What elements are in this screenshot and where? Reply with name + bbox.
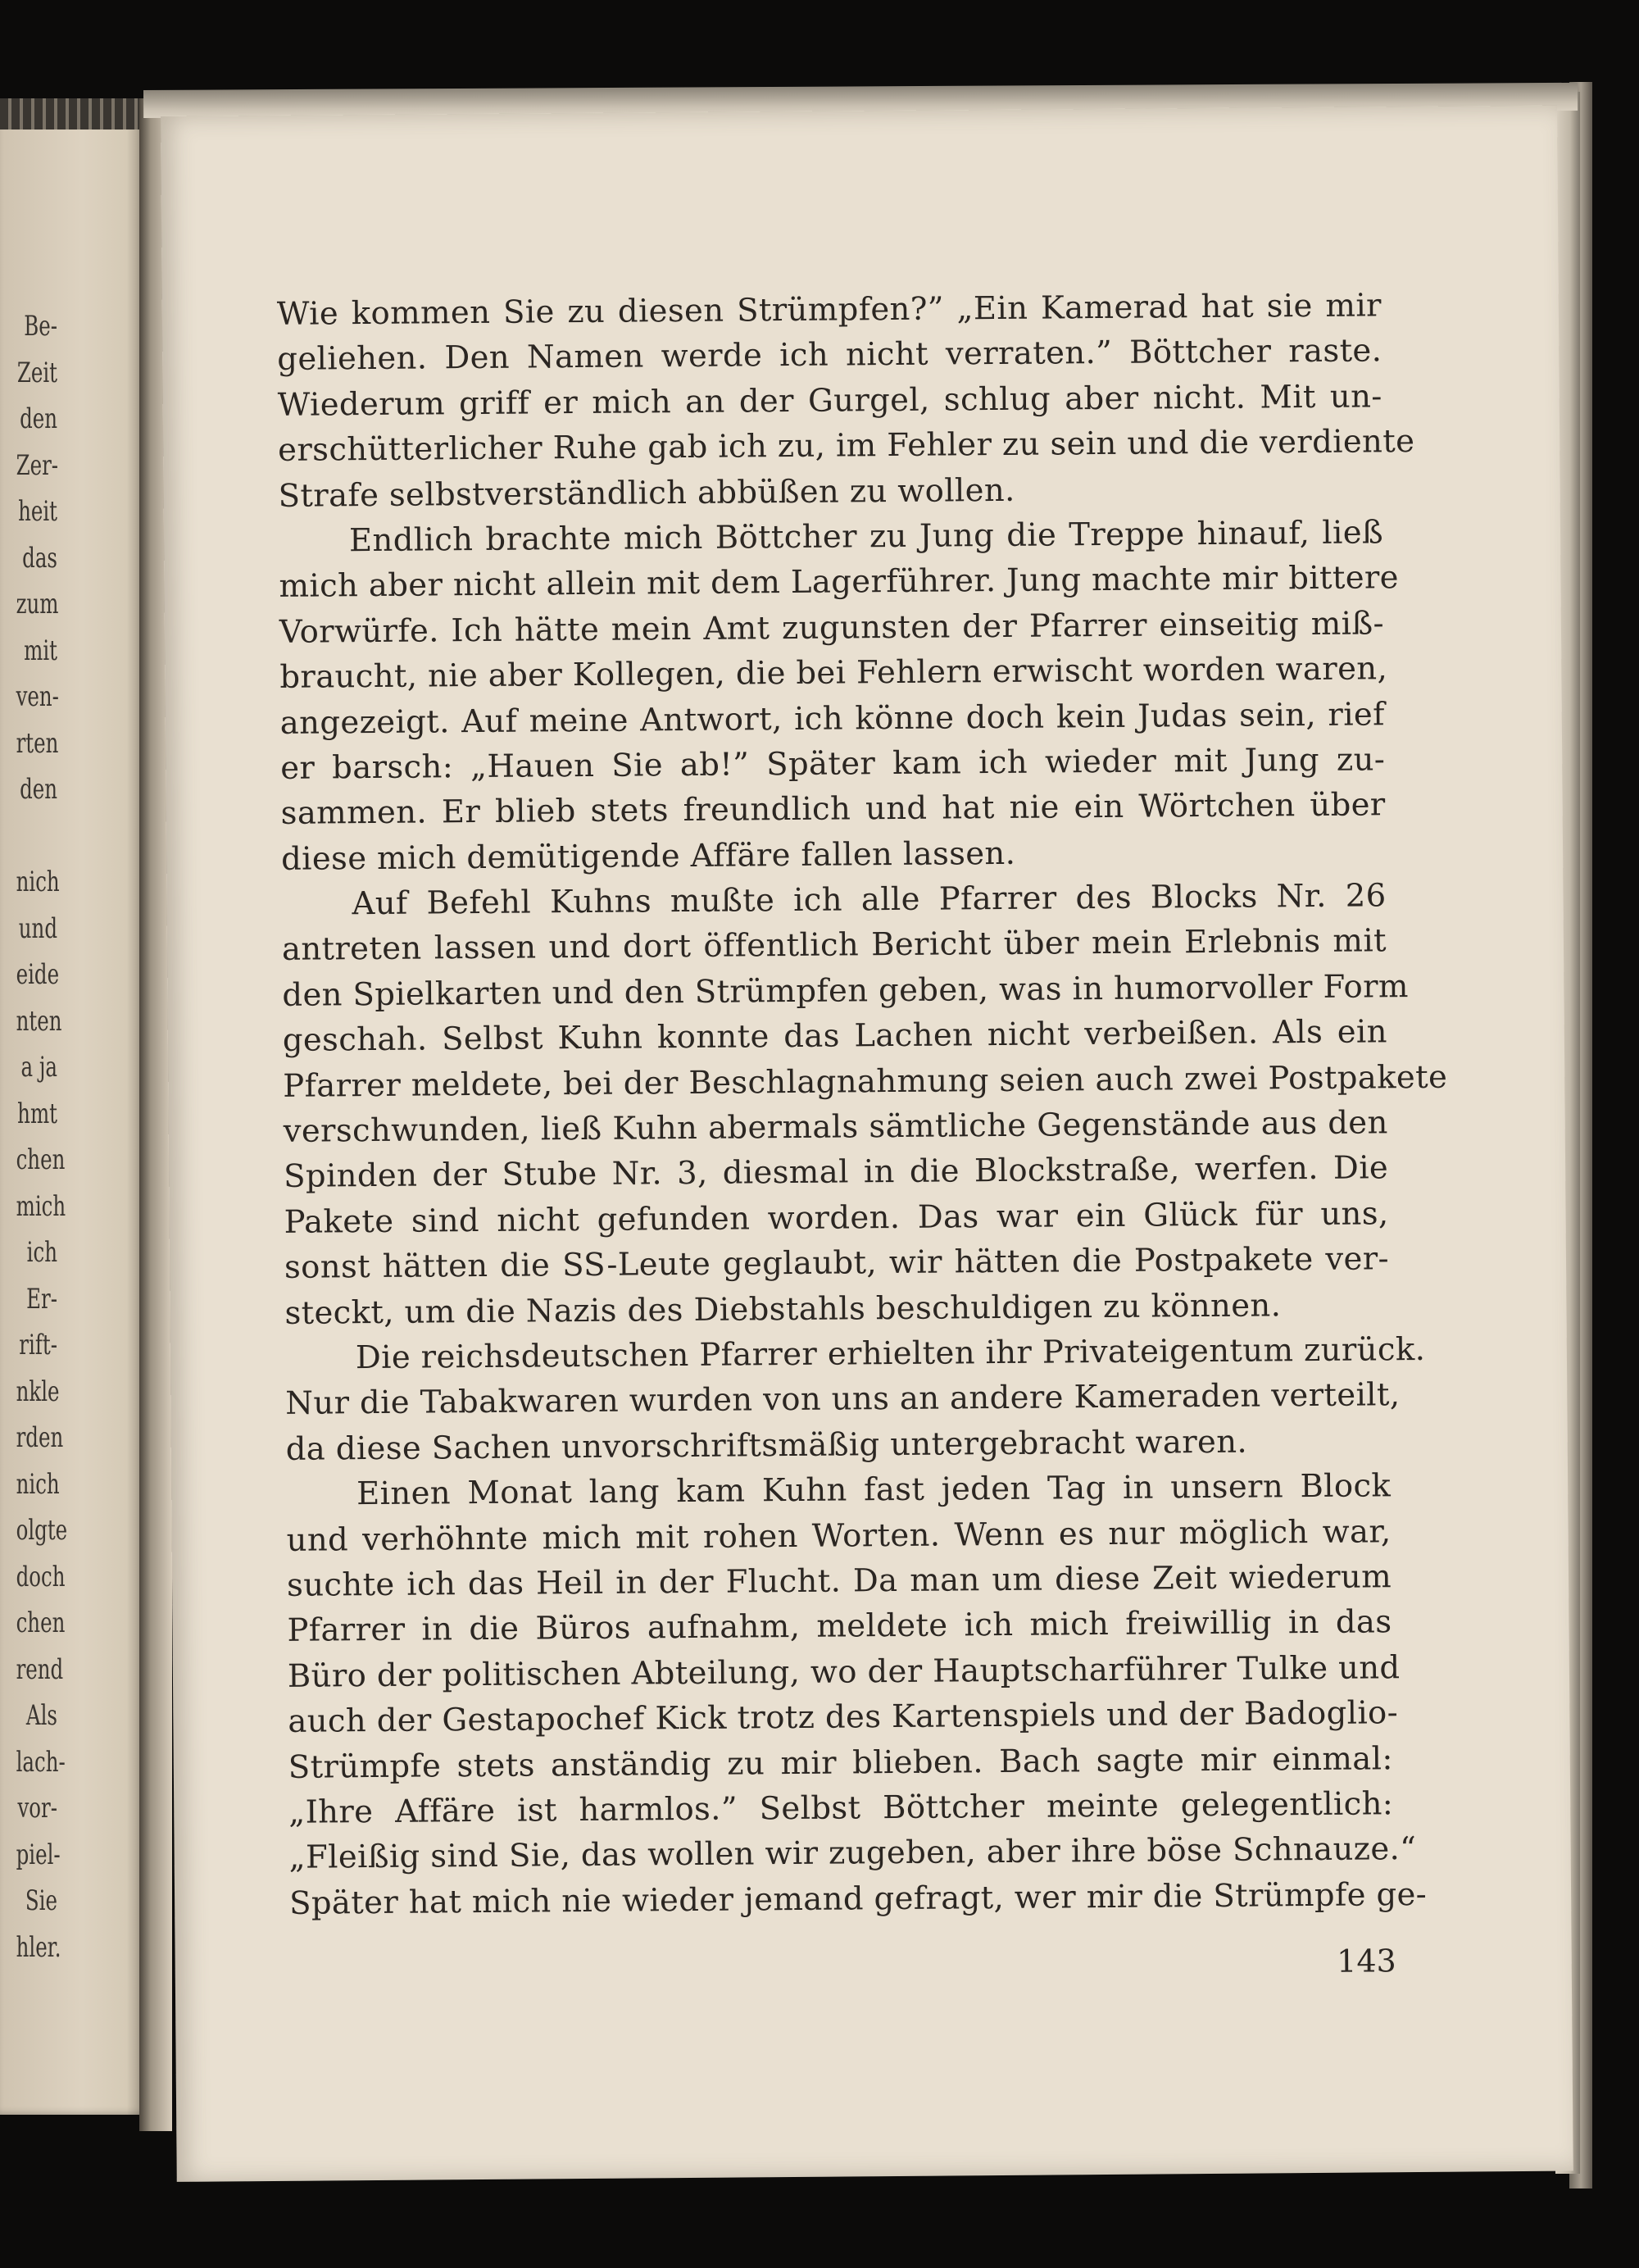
text-line: und verhöhnte mich mit rohen Worten. Wenn es nur möglich war, <box>286 1512 1392 1559</box>
text-line: Auf Befehl Kuhns mußte ich alle Pfarrer des Blocks Nr. 26 <box>352 877 1387 923</box>
text-line: sonst hätten die SS-Leute geglaubt, wir hätten die Postpakete ver- <box>284 1240 1390 1287</box>
left-page-fragment: doch <box>16 1560 66 1593</box>
text-line: Pfarrer meldete, bei der Beschlagnahmung seien auch zwei Postpakete <box>283 1058 1448 1105</box>
text-line: steckt, um die Nazis des Diebstahls beschuldigen zu können. <box>284 1286 1282 1332</box>
text-line: sammen. Er blieb stets freundlich und hat nie ein Wörtchen über <box>280 786 1386 833</box>
left-page-fragment: mit <box>24 634 57 667</box>
text-line: mich aber nicht allein mit dem Lagerführer. Jung machte mir bittere <box>279 559 1400 606</box>
text-line: Wie kommen Sie zu diesen Strümpfen?” „Ein Kamerad hat sie mir <box>276 287 1382 333</box>
left-page-fragment: den <box>20 402 58 435</box>
text-line: da diese Sachen unvorschriftsmäßig untergebracht waren. <box>285 1423 1248 1468</box>
text-line: Pakete sind nicht gefunden worden. Das war ein Glück für uns, <box>284 1195 1389 1241</box>
left-page-fragment: a ja <box>20 1051 57 1084</box>
left-page-fragment: Be- <box>24 310 57 343</box>
left-page-fragment: nich <box>16 866 60 898</box>
text-line: Spinden der Stube Nr. 3, diesmal in die Blockstraße, werfen. Die <box>283 1149 1389 1196</box>
text-line: „Fleißig sind Sie, das wollen wir zugeben, aber ihre böse Schnauze.“ <box>288 1830 1417 1877</box>
text-line: verschwunden, ließ Kuhn abermals sämtliche Gegenstände aus den <box>283 1104 1388 1150</box>
text-line: braucht, nie aber Kollegen, die bei Fehlern erwischt worden waren, <box>279 650 1388 697</box>
left-page-fragment: vor- <box>17 1792 57 1825</box>
left-page-fragment: zum <box>16 588 59 620</box>
left-page-fragment: mich <box>16 1189 66 1223</box>
text-line: erschütterlicher Ruhe gab ich zu, im Fehler zu sein und die verdiente <box>278 423 1415 470</box>
text-line: antreten lassen und dort öffentlich Bericht über mein Erlebnis mit <box>281 922 1387 969</box>
left-page-fragment: den <box>20 773 58 806</box>
previous-page-text-fragments <box>0 303 68 1970</box>
book-page <box>161 106 1573 2182</box>
left-page-fragment: nich <box>16 1467 60 1501</box>
text-line: Später hat mich nie wieder jemand gefragt, wer mir die Strümpfe ge- <box>288 1875 1428 1922</box>
text-line: Endlich brachte mich Böttcher zu Jung die Treppe hinauf, ließ <box>348 514 1384 560</box>
left-page-fragment: ich <box>26 1236 57 1269</box>
left-page-fragment: nten <box>16 1004 62 1038</box>
text-line: „Ihre Affäre ist harmlos.” Selbst Böttcher meinte gelegentlich: <box>288 1785 1394 1831</box>
text-line: er barsch: „Hauen Sie ab!” Später kam ich wieder mit Jung zu- <box>280 741 1386 787</box>
left-page-fragment: heit <box>18 495 58 528</box>
text-line: auch der Gestapochef Kick trotz des Kartenspiels und der Badoglio- <box>288 1694 1399 1740</box>
text-line: Einen Monat lang kam Kuhn fast jeden Tag in unsern Block <box>356 1467 1392 1513</box>
left-page-fragment: Als <box>25 1699 58 1732</box>
left-page-fragment <box>16 813 57 860</box>
text-line: den Spielkarten und den Strümpfen geben, was in humorvoller Form <box>282 967 1409 1014</box>
left-page-fragment: piel- <box>16 1838 61 1871</box>
text-line: Büro der politischen Abteilung, wo der Hauptscharführer Tulke und <box>287 1648 1401 1695</box>
left-page-fragment: Zeit <box>16 356 57 389</box>
left-page-fragment: chen <box>16 1143 66 1176</box>
text-line: Strümpfe stets anständig zu mir blieben. Bach sagte mir einmal: <box>288 1739 1393 1786</box>
left-page-fragment: hmt <box>17 1097 57 1130</box>
text-line: Nur die Tabakwaren wurden von uns an andere Kameraden verteilt, <box>285 1376 1401 1423</box>
text-line: Wiederum griff er mich an der Gurgel, schlug aber nicht. Mit un- <box>277 378 1382 424</box>
left-page-fragment: chen <box>16 1607 66 1639</box>
text-line: geliehen. Den Namen werde ich nicht verraten.” Böttcher raste. <box>277 332 1382 379</box>
left-page-fragment: und <box>18 911 57 945</box>
left-page-fragment: rift- <box>19 1329 57 1361</box>
left-page-fragment: hler. <box>16 1930 61 1964</box>
text-line: diese mich demütigende Affäre fallen lassen. <box>280 834 1016 878</box>
text-line: Pfarrer in die Büros aufnahm, meldete ich mich freiwillig in das <box>287 1603 1392 1650</box>
left-page-fragment: Sie <box>25 1884 57 1917</box>
left-page-fragment: ven- <box>16 680 59 713</box>
text-line: Strafe selbstverständlich abbüßen zu wollen. <box>278 471 1015 515</box>
left-page-fragment: Er- <box>26 1282 57 1316</box>
page-number: 143 <box>1337 1943 1396 1979</box>
left-page-fragment: rten <box>16 726 59 760</box>
page-body-text <box>276 283 1448 1926</box>
text-line: Die reichsdeutschen Pfarrer erhielten ihr Privateigentum zurück. <box>355 1330 1426 1377</box>
left-page-fragment: rend <box>16 1652 64 1686</box>
left-page-fragment: rden <box>16 1421 64 1454</box>
left-page-fragment: das <box>22 541 57 575</box>
previous-page-top-edge <box>0 98 149 130</box>
text-line: geschah. Selbst Kuhn konnte das Lachen nicht verbeißen. Als ein <box>282 1013 1387 1060</box>
left-page-fragment: olgte <box>16 1514 68 1547</box>
text-line: Vorwürfe. Ich hätte mein Amt zugunsten der Pfarrer einseitig miß- <box>279 605 1385 651</box>
text-line: angezeigt. Auf meine Antwort, ich könne doch kein Judas sein, rief <box>279 695 1385 742</box>
left-page-fragment: eide <box>16 958 60 991</box>
text-line: suchte ich das Heil in der Flucht. Da man um diese Zeit wiederum <box>286 1558 1392 1604</box>
left-page-fragment: nkle <box>16 1375 60 1408</box>
left-page-fragment: lach- <box>16 1745 66 1779</box>
left-page-fragment: Zer- <box>16 448 59 482</box>
